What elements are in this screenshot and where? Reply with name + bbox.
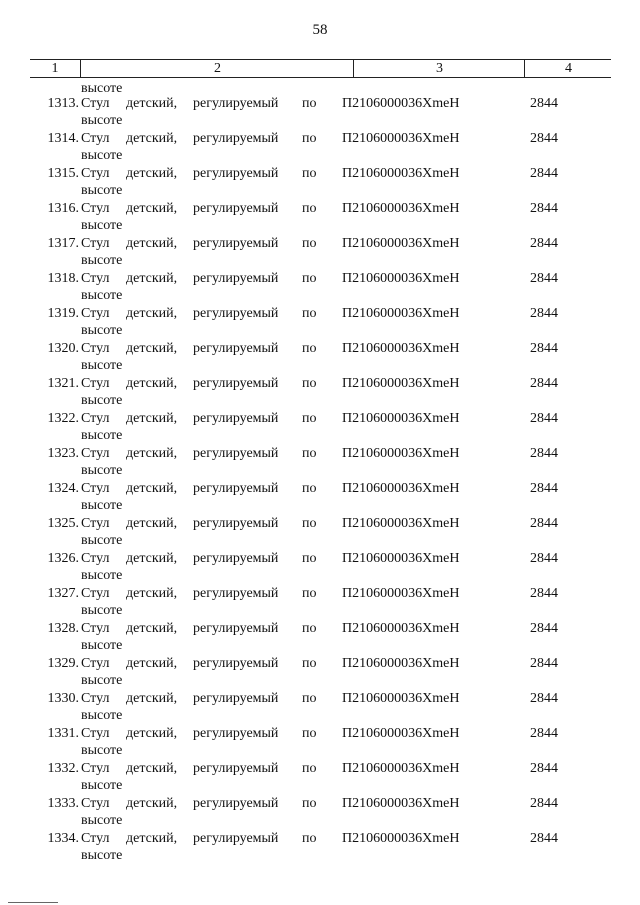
description-word: по xyxy=(302,201,317,216)
table-row xyxy=(0,445,640,480)
description-word: по xyxy=(302,236,317,251)
item-code: П2106000036ХmeH xyxy=(342,831,460,846)
description-word: по xyxy=(302,166,317,181)
item-code: П2106000036ХmeH xyxy=(342,621,460,636)
row-number: 1318. xyxy=(47,271,79,286)
description-word: детский, xyxy=(126,236,178,251)
table-row xyxy=(0,550,640,585)
description-word: Стул xyxy=(81,271,110,286)
description-word: детский, xyxy=(126,376,178,391)
item-code: П2106000036ХmeH xyxy=(342,306,460,321)
description-word: по xyxy=(302,586,317,601)
item-quantity: 2844 xyxy=(530,656,558,671)
item-code: П2106000036ХmeH xyxy=(342,96,460,111)
description-word: регулируемый xyxy=(193,411,279,426)
description-word: высоте xyxy=(81,218,123,233)
item-quantity: 2844 xyxy=(530,726,558,741)
description-word: Стул xyxy=(81,306,110,321)
description-word: высоте xyxy=(81,288,123,303)
description-word: регулируемый xyxy=(193,516,279,531)
description-word: по xyxy=(302,341,317,356)
description-word: Стул xyxy=(81,201,110,216)
description-word: Стул xyxy=(81,411,110,426)
description-word: детский, xyxy=(126,341,178,356)
description-word: регулируемый xyxy=(193,306,279,321)
row-number: 1324. xyxy=(47,481,79,496)
description-word: детский, xyxy=(126,586,178,601)
table-row xyxy=(0,375,640,410)
table-row xyxy=(0,130,640,165)
description-word: регулируемый xyxy=(193,236,279,251)
page-number: 58 xyxy=(312,22,328,38)
item-quantity: 2844 xyxy=(530,551,558,566)
description-word: регулируемый xyxy=(193,201,279,216)
description-word: детский, xyxy=(126,726,178,741)
item-code: П2106000036ХmeH xyxy=(342,726,460,741)
row-number: 1325. xyxy=(47,516,79,531)
table-row xyxy=(0,410,640,445)
description-word: по xyxy=(302,131,317,146)
description-word: регулируемый xyxy=(193,481,279,496)
description-word: детский, xyxy=(126,761,178,776)
item-code: П2106000036ХmeH xyxy=(342,201,460,216)
item-quantity: 2844 xyxy=(530,411,558,426)
description-word: детский, xyxy=(126,411,178,426)
item-quantity: 2844 xyxy=(530,481,558,496)
item-code: П2106000036ХmeH xyxy=(342,131,460,146)
description-word: высоте xyxy=(81,393,123,408)
row-number: 1322. xyxy=(47,411,79,426)
description-word: регулируемый xyxy=(193,376,279,391)
description-word: детский, xyxy=(126,516,178,531)
description-word: высоте xyxy=(81,358,123,373)
description-word: высоте xyxy=(81,253,123,268)
description-word: высоте xyxy=(81,428,123,443)
item-code: П2106000036ХmeH xyxy=(342,236,460,251)
description-word: по xyxy=(302,481,317,496)
item-code: П2106000036ХmeH xyxy=(342,271,460,286)
column-header-4: 4 xyxy=(524,60,612,77)
description-word: по xyxy=(302,376,317,391)
item-quantity: 2844 xyxy=(530,341,558,356)
row-number: 1333. xyxy=(47,796,79,811)
table-row xyxy=(0,760,640,795)
table-row xyxy=(0,690,640,725)
item-code: П2106000036ХmeH xyxy=(342,376,460,391)
item-quantity: 2844 xyxy=(530,236,558,251)
description-word: высоте xyxy=(81,638,123,653)
item-quantity: 2844 xyxy=(530,516,558,531)
description-word: Стул xyxy=(81,656,110,671)
description-word: детский, xyxy=(126,481,178,496)
table-row xyxy=(0,340,640,375)
description-word: регулируемый xyxy=(193,656,279,671)
description-word: высоте xyxy=(81,743,123,758)
description-word: Стул xyxy=(81,551,110,566)
description-word: регулируемый xyxy=(193,446,279,461)
item-quantity: 2844 xyxy=(530,446,558,461)
item-code: П2106000036ХmeH xyxy=(342,166,460,181)
table-row xyxy=(0,480,640,515)
table-row xyxy=(0,95,640,130)
description-word: детский, xyxy=(126,446,178,461)
description-word: Стул xyxy=(81,796,110,811)
column-header-1: 1 xyxy=(51,61,59,76)
item-code: П2106000036ХmeH xyxy=(342,796,460,811)
description-word: высоте xyxy=(81,533,123,548)
table-row xyxy=(0,795,640,830)
description-word: по xyxy=(302,831,317,846)
description-word: регулируемый xyxy=(193,166,279,181)
description-word: детский, xyxy=(126,166,178,181)
item-quantity: 2844 xyxy=(530,306,558,321)
description-word: регулируемый xyxy=(193,96,279,111)
description-word: высоте xyxy=(81,778,123,793)
description-word: регулируемый xyxy=(193,586,279,601)
description-word: детский, xyxy=(126,656,178,671)
description-word: высоте xyxy=(81,708,123,723)
column-header-2: 2 xyxy=(80,60,354,77)
item-code: П2106000036ХmeH xyxy=(342,551,460,566)
description-word: Стул xyxy=(81,96,110,111)
description-word: по xyxy=(302,621,317,636)
item-code: П2106000036ХmeH xyxy=(342,761,460,776)
item-quantity: 2844 xyxy=(530,376,558,391)
description-word: детский, xyxy=(126,96,178,111)
description-word: по xyxy=(302,726,317,741)
description-word: Стул xyxy=(81,691,110,706)
description-word: регулируемый xyxy=(193,761,279,776)
table-row xyxy=(0,620,640,655)
table-row xyxy=(0,585,640,620)
description-word: регулируемый xyxy=(193,341,279,356)
description-word: по xyxy=(302,656,317,671)
row-number: 1326. xyxy=(47,551,79,566)
item-quantity: 2844 xyxy=(530,166,558,181)
description-word: детский, xyxy=(126,306,178,321)
row-number: 1320. xyxy=(47,341,79,356)
row-number: 1331. xyxy=(47,726,79,741)
row-number: 1319. xyxy=(47,306,79,321)
description-word: по xyxy=(302,691,317,706)
description-word: регулируемый xyxy=(193,831,279,846)
table-row xyxy=(0,305,640,340)
item-quantity: 2844 xyxy=(530,96,558,111)
description-word: регулируемый xyxy=(193,131,279,146)
table-row xyxy=(0,165,640,200)
column-header-3: 3 xyxy=(353,60,525,77)
row-number: 1328. xyxy=(47,621,79,636)
item-code: П2106000036ХmeH xyxy=(342,586,460,601)
description-word: регулируемый xyxy=(193,726,279,741)
item-quantity: 2844 xyxy=(530,691,558,706)
row-number: 1334. xyxy=(47,831,79,846)
description-word: Стул xyxy=(81,481,110,496)
row-number: 1323. xyxy=(47,446,79,461)
item-quantity: 2844 xyxy=(530,201,558,216)
description-word: по xyxy=(302,271,317,286)
item-code: П2106000036ХmeH xyxy=(342,481,460,496)
description-word: по xyxy=(302,551,317,566)
table-row xyxy=(0,830,640,865)
description-word: регулируемый xyxy=(193,796,279,811)
description-word: высоте xyxy=(81,113,123,128)
description-word: высоте xyxy=(81,603,123,618)
description-word: детский, xyxy=(126,621,178,636)
continuation-text: высоте xyxy=(81,81,123,96)
table-row xyxy=(0,515,640,550)
description-word: Стул xyxy=(81,376,110,391)
item-quantity: 2844 xyxy=(530,831,558,846)
item-quantity: 2844 xyxy=(530,131,558,146)
description-word: высоте xyxy=(81,183,123,198)
description-word: по xyxy=(302,446,317,461)
description-word: Стул xyxy=(81,831,110,846)
row-number: 1316. xyxy=(47,201,79,216)
description-word: Стул xyxy=(81,131,110,146)
description-word: Стул xyxy=(81,761,110,776)
row-number: 1321. xyxy=(47,376,79,391)
item-code: П2106000036ХmeH xyxy=(342,411,460,426)
item-quantity: 2844 xyxy=(530,586,558,601)
table-row xyxy=(0,200,640,235)
row-number: 1330. xyxy=(47,691,79,706)
description-word: по xyxy=(302,306,317,321)
item-code: П2106000036ХmeH xyxy=(342,446,460,461)
item-code: П2106000036ХmeH xyxy=(342,656,460,671)
description-word: регулируемый xyxy=(193,691,279,706)
item-code: П2106000036ХmeH xyxy=(342,516,460,531)
table-row xyxy=(0,235,640,270)
description-word: детский, xyxy=(126,796,178,811)
description-word: по xyxy=(302,96,317,111)
description-word: высоте xyxy=(81,673,123,688)
item-quantity: 2844 xyxy=(530,796,558,811)
item-quantity: 2844 xyxy=(530,621,558,636)
description-word: по xyxy=(302,411,317,426)
description-word: высоте xyxy=(81,148,123,163)
description-word: высоте xyxy=(81,498,123,513)
description-word: регулируемый xyxy=(193,271,279,286)
description-word: высоте xyxy=(81,848,123,863)
description-word: высоте xyxy=(81,568,123,583)
row-number: 1332. xyxy=(47,761,79,776)
description-word: Стул xyxy=(81,236,110,251)
description-word: Стул xyxy=(81,446,110,461)
item-code: П2106000036ХmeH xyxy=(342,341,460,356)
description-word: Стул xyxy=(81,341,110,356)
row-number: 1314. xyxy=(47,131,79,146)
table-row xyxy=(0,270,640,305)
table-row xyxy=(0,655,640,690)
description-word: детский, xyxy=(126,271,178,286)
description-word: Стул xyxy=(81,166,110,181)
description-word: Стул xyxy=(81,621,110,636)
description-word: детский, xyxy=(126,551,178,566)
footer-rule xyxy=(8,902,58,903)
description-word: Стул xyxy=(81,516,110,531)
description-word: регулируемый xyxy=(193,621,279,636)
description-word: детский, xyxy=(126,131,178,146)
item-quantity: 2844 xyxy=(530,271,558,286)
row-number: 1313. xyxy=(47,96,79,111)
description-word: высоте xyxy=(81,463,123,478)
description-word: детский, xyxy=(126,691,178,706)
row-number: 1327. xyxy=(47,586,79,601)
description-word: высоте xyxy=(81,813,123,828)
row-number: 1315. xyxy=(47,166,79,181)
description-word: детский, xyxy=(126,831,178,846)
description-word: Стул xyxy=(81,586,110,601)
description-word: высоте xyxy=(81,323,123,338)
description-word: по xyxy=(302,761,317,776)
table-row xyxy=(0,725,640,760)
description-word: Стул xyxy=(81,726,110,741)
row-number: 1329. xyxy=(47,656,79,671)
description-word: по xyxy=(302,516,317,531)
description-word: детский, xyxy=(126,201,178,216)
description-word: по xyxy=(302,796,317,811)
row-number: 1317. xyxy=(47,236,79,251)
description-word: регулируемый xyxy=(193,551,279,566)
item-code: П2106000036ХmeH xyxy=(342,691,460,706)
item-quantity: 2844 xyxy=(530,761,558,776)
